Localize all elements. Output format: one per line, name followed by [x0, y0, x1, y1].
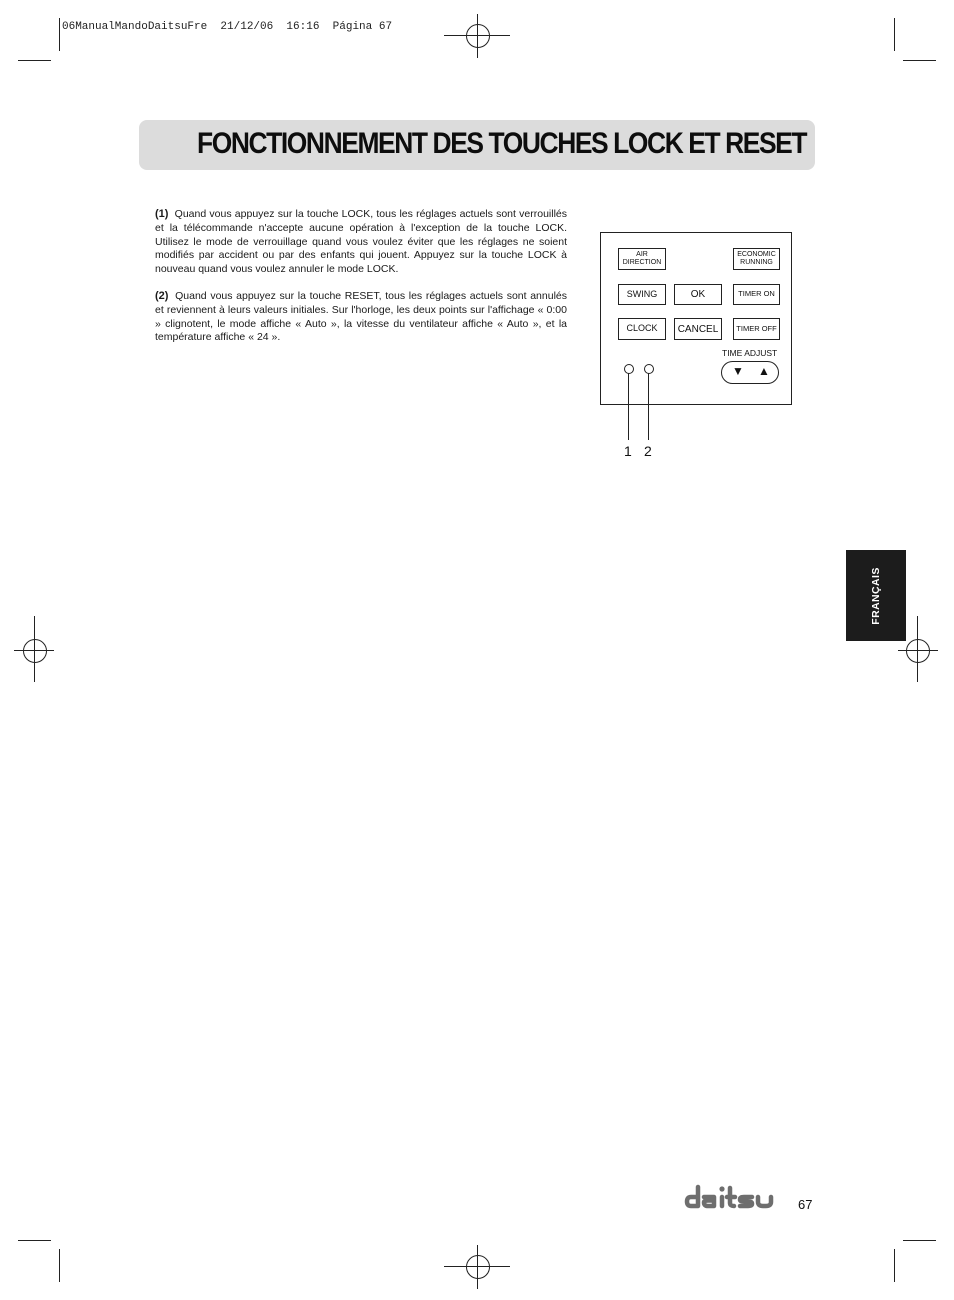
timer-off-key: TIMER OFF: [733, 318, 780, 340]
time-adjust-key: [721, 361, 779, 384]
callout-leader-2: [648, 373, 649, 440]
paragraph-number: (2): [155, 289, 169, 302]
arrow-up-icon: ▲: [758, 364, 770, 378]
callout-label-2: 2: [644, 443, 652, 459]
paragraph-lock: [155, 208, 567, 277]
paragraph-number: (1): [155, 208, 169, 220]
page-number: 67: [798, 1197, 813, 1212]
paragraph-reset: [155, 290, 567, 345]
lock-hole-indicator: [624, 364, 634, 374]
page-title: FONCTIONNEMENT DES TOUCHES LOCK ET RESET: [197, 127, 807, 160]
timer-on-key: TIMER ON: [733, 284, 780, 305]
ok-key: OK: [674, 284, 722, 305]
language-tab: [846, 550, 906, 641]
paragraph-text: Quand vous appuyez sur la touche RESET, tous les réglages actuels sont annulés et reviennent à leurs valeurs initiales. Sur l'horloge, les deux points sur l'affichage « 0:00 » clignotent, le mode affiche « Auto », la vitesse du ventilateur affiche « Auto », et la température affiche « 24 ».: [155, 289, 567, 344]
economic-running-key: ECONOMIC RUNNING: [733, 248, 780, 270]
time-adjust-label: TIME ADJUST: [722, 348, 778, 358]
daitsu-logo: [684, 1180, 780, 1216]
callout-label-1: 1: [624, 443, 632, 459]
title-bar: [139, 120, 815, 170]
body-text: [155, 208, 567, 358]
reset-hole-indicator: [644, 364, 654, 374]
arrow-down-icon: ▼: [732, 364, 744, 378]
cancel-key: CANCEL: [674, 318, 722, 340]
clock-key: CLOCK: [618, 318, 666, 340]
language-tab-label: FRANÇAIS: [870, 566, 882, 625]
print-header: 06ManualMandoDaitsuFre 21/12/06 16:16 Página 67: [62, 21, 393, 33]
paragraph-text: Quand vous appuyez sur la touche LOCK, tous les réglages actuels sont verrouillés et la télécommande n'accepte aucune opération à l'exception de la touche LOCK. Utilisez le mode de verrouillage quand vous voulez éviter que les réglages ne soient modifiés par accident ou par des enfants qui jouent. Appuyez sur la touche LOCK à nouveau quand vous voulez annuler le mode LOCK.: [155, 208, 567, 276]
swing-key: SWING: [618, 284, 666, 305]
air-direction-key: AIR DIRECTION: [618, 248, 666, 270]
callout-leader-1: [628, 373, 629, 440]
